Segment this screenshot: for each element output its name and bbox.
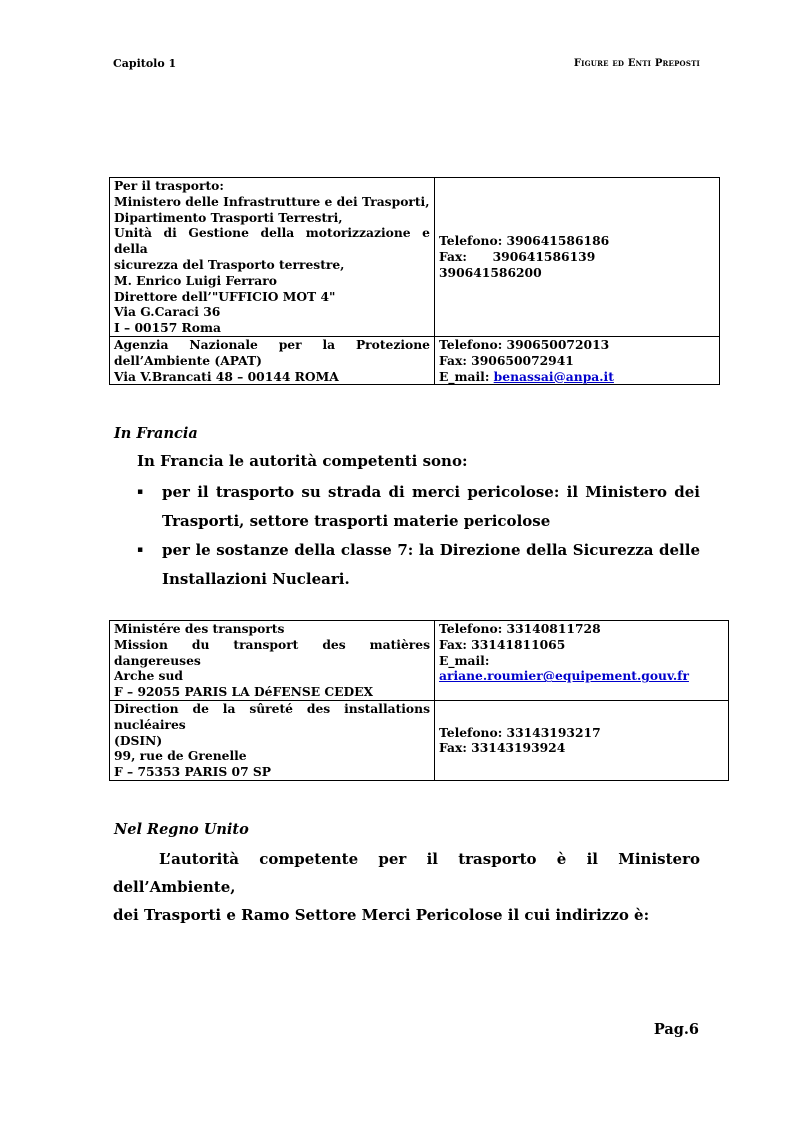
fax-line: 390641586200 xyxy=(439,264,542,280)
authority-address-cell xyxy=(110,700,435,780)
contact-cell xyxy=(435,621,729,701)
address-line: Ministero delle Infrastrutture e dei Trasporti, xyxy=(114,193,430,209)
address-line: Direction de la sûreté des installations xyxy=(114,700,430,716)
address-line: sicurezza del Trasporto terrestre, xyxy=(114,256,345,272)
italy-contacts-table xyxy=(109,177,720,385)
contact-cell xyxy=(435,178,720,337)
fax-line: Fax: 33143193924 xyxy=(439,740,566,756)
phone-line: Telefono: 390641586186 xyxy=(439,233,610,249)
paragraph-line: L’autorità competente per il trasporto è il Ministero dell’Ambiente, xyxy=(113,850,700,896)
uk-paragraph xyxy=(113,845,700,929)
address-line: Dipartimento Trasporti Terrestri, xyxy=(114,209,343,225)
bullet-icon: ▪ xyxy=(137,545,144,555)
header-section-title: Figure ed Enti Preposti xyxy=(573,58,700,69)
list-item-text: per le sostanze della classe 7: la Direzione della Sicurezza delle Installazioni Nucleari. xyxy=(162,541,700,588)
contact-cell xyxy=(435,336,720,384)
address-line: M. Enrico Luigi Ferraro xyxy=(114,272,277,288)
table-row xyxy=(110,178,720,337)
address-line: Per il trasporto: xyxy=(114,178,224,193)
bullet-icon: ▪ xyxy=(137,487,144,497)
address-line: Mission du transport des matières dangereuses xyxy=(114,636,430,668)
france-section-title: In Francia xyxy=(114,425,198,442)
header-chapter: Capitolo 1 xyxy=(113,57,177,70)
contact-cell xyxy=(435,700,729,780)
page-number: Pag.6 xyxy=(653,1021,699,1038)
fax-line: Fax: 390641586139 xyxy=(439,249,596,265)
list-item-text: per il trasporto su strada di merci pericolose: il Ministero dei Trasporti, settore trasporti materie pericolose xyxy=(162,483,700,530)
address-line: F – 75353 PARIS 07 SP xyxy=(114,764,272,780)
phone-line: Telefono: 390650072013 xyxy=(439,336,610,352)
email-label: E_mail: xyxy=(439,368,494,384)
fax-line: Fax: 390650072941 xyxy=(439,352,574,368)
table-row xyxy=(110,621,729,701)
list-item xyxy=(137,478,700,536)
address-line: F – 92055 PARIS LA DéFENSE CEDEX xyxy=(114,684,374,700)
table-row xyxy=(110,700,729,780)
address-line: Arche sud xyxy=(114,668,184,684)
address-line: Direttore dell’"UFFICIO MOT 4" xyxy=(114,288,336,304)
list-item xyxy=(137,536,700,594)
email-line xyxy=(439,369,715,385)
address-line: Ministére des transports xyxy=(114,621,285,636)
fax-line: Fax: 33141811065 xyxy=(439,636,566,652)
address-line: Agenzia Nazionale per la Protezione xyxy=(114,336,430,352)
france-intro: In Francia le autorità competenti sono: xyxy=(137,452,468,470)
address-line: 99, rue de Grenelle xyxy=(114,748,247,764)
authority-address-cell xyxy=(110,621,435,701)
table-row xyxy=(110,336,720,384)
authority-address-cell xyxy=(110,178,435,337)
address-line: (DSIN) xyxy=(114,732,163,748)
france-authority-list xyxy=(137,478,700,594)
email-link[interactable]: benassai@anpa.it xyxy=(493,368,614,384)
paragraph-line: dei Trasporti e Ramo Settore Merci Pericolose il cui indirizzo è: xyxy=(113,906,650,924)
address-line: I – 00157 Roma xyxy=(114,320,221,336)
email-label: E_mail: xyxy=(439,652,490,668)
email-link[interactable]: ariane.roumier@equipement.gouv.fr xyxy=(439,668,689,684)
phone-line: Telefono: 33143193217 xyxy=(439,724,601,740)
uk-section-title: Nel Regno Unito xyxy=(114,821,249,838)
address-line: Via G.Caraci 36 xyxy=(114,304,221,320)
phone-line: Telefono: 33140811728 xyxy=(439,621,601,636)
address-line: Via V.Brancati 48 – 00144 ROMA xyxy=(114,368,339,384)
authority-address-cell xyxy=(110,336,435,384)
address-line: Unità di Gestione della motorizzazione e della xyxy=(114,225,430,257)
france-contacts-table xyxy=(109,620,729,781)
address-line: dell’Ambiente (APAT) xyxy=(114,352,262,368)
address-line: nucléaires xyxy=(114,716,186,732)
